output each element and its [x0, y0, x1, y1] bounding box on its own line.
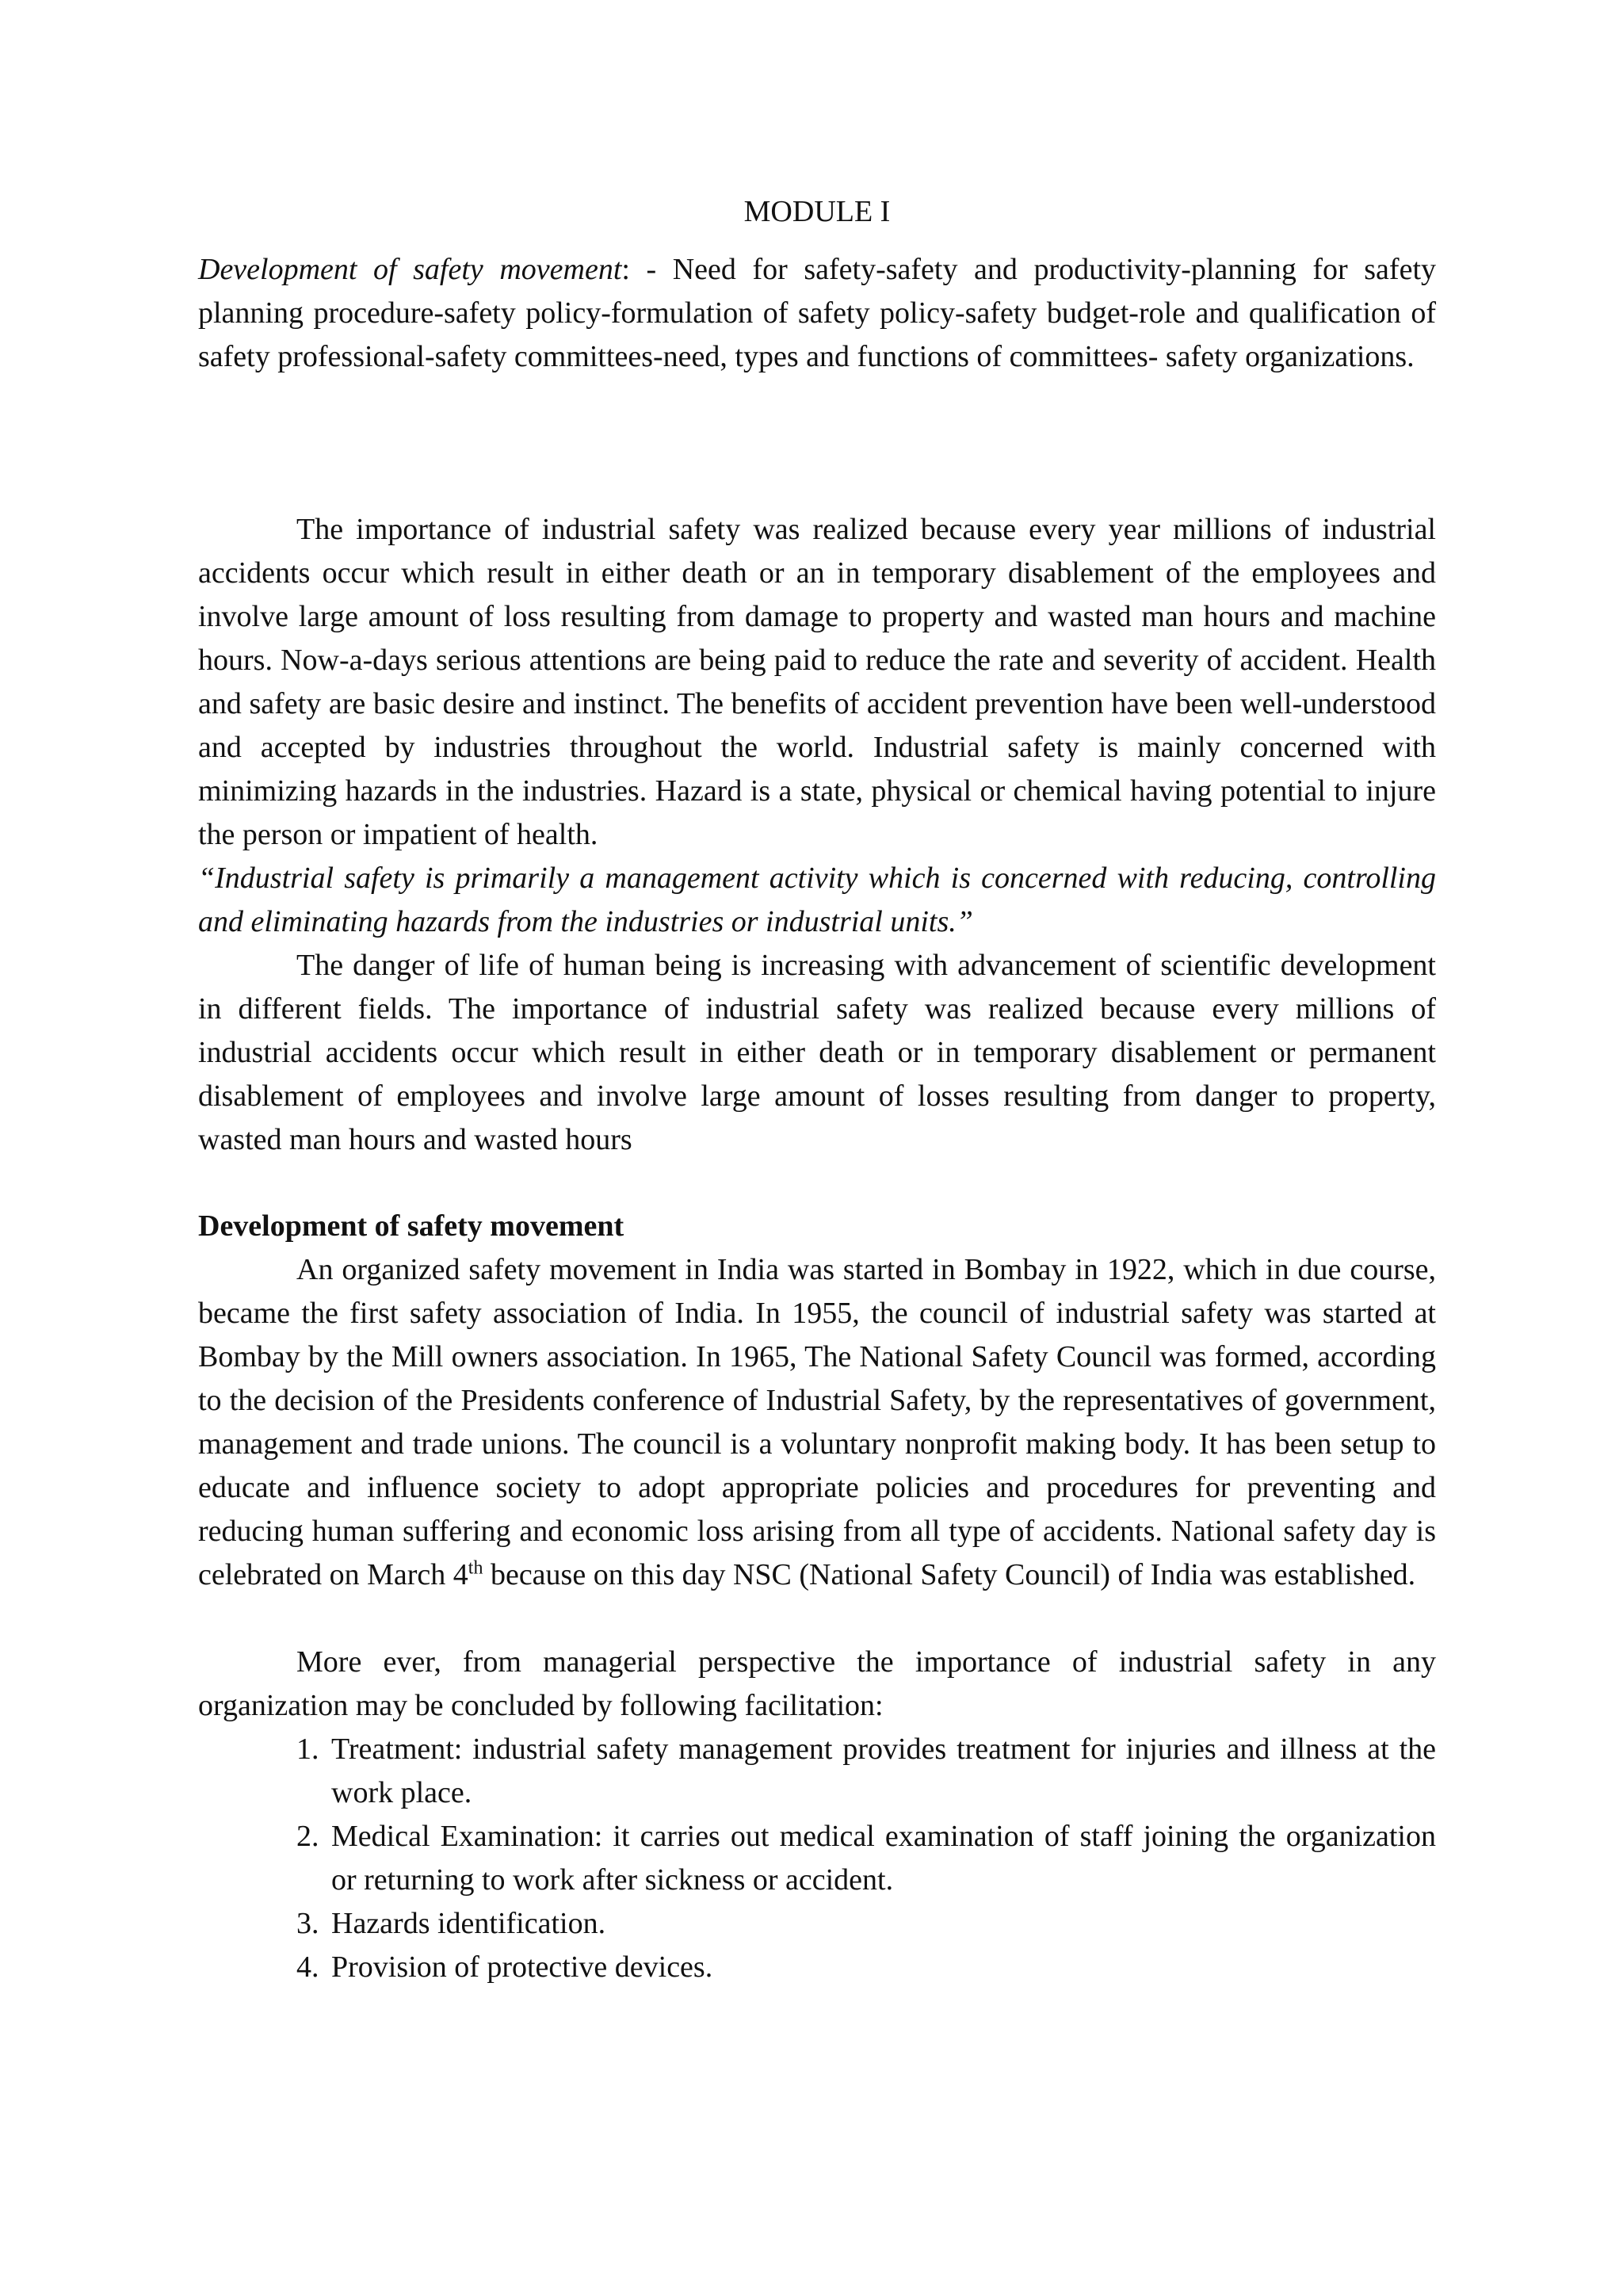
list-item — [296, 1815, 1436, 1902]
list-item — [296, 1946, 1436, 1989]
section-heading: Development of safety movement — [198, 1209, 624, 1243]
movement-superscript: th — [468, 1557, 483, 1579]
list-item-number: 2. — [296, 1820, 319, 1853]
list-item — [296, 1728, 1436, 1815]
definition-quote: “Industrial safety is primarily a management activity which is concerned with reducing, controlling and eliminating hazards from the industries or industrial units.” — [198, 861, 1436, 938]
movement-paragraph — [198, 1248, 1436, 1597]
list-item — [296, 1902, 1436, 1946]
movement-tail-text: because on this day NSC (National Safety Council) of India was established. — [483, 1558, 1416, 1591]
list-item-text: Hazards identification. — [331, 1907, 606, 1940]
list-item-text: Medical Examination: it carries out medical examination of staff joining the organization or returning to work after sickness or accident. — [331, 1820, 1436, 1897]
syllabus-lead: Development of safety movement — [198, 253, 622, 286]
syllabus-text: : - Need for safety-safety and productivity-planning for safety planning procedure-safety policy-formulation of safety policy-safety budget-role and qualification of safety professional-safety committees-need, types and functions of committees- safety organizations. — [198, 253, 1436, 373]
list-item-number: 1. — [296, 1733, 319, 1766]
managerial-paragraph: More ever, from managerial perspective the importance of industrial safety in any organization may be concluded by following facilitation: — [198, 1645, 1436, 1722]
list-item-number: 3. — [296, 1907, 319, 1940]
facilitation-list — [198, 1728, 1436, 1989]
list-item-text: Treatment: industrial safety management provides treatment for injuries and illness at the work place. — [331, 1733, 1436, 1809]
list-item-number: 4. — [296, 1950, 319, 1984]
movement-main-text: An organized safety movement in India was started in Bombay in 1922, which in due course, became the first safety association of India. In 1955, the council of industrial safety was started at Bombay by the Mill owners association. In 1965, The National Safety Council was formed, according to the decision of the Presidents conference of Industrial Safety, by the representatives of government, management and trade unions. The council is a voluntary nonprofit making body. It has been setup to educate and influence society to adopt appropriate policies and procedures for preventing and reducing human suffering and economic loss arising from all type of accidents. National safety day is celebrated on March 4 — [198, 1253, 1436, 1591]
syllabus-paragraph — [198, 248, 1436, 379]
paragraph-gap — [198, 1597, 1436, 1641]
danger-paragraph: The danger of life of human being is increasing with advancement of scientific development in different fields. The importance of industrial safety was realized because every millions of industrial accidents occur which result in either death or in temporary disablement or permanent disablement of employees and involve large amount of losses resulting from danger to property, wasted man hours and wasted hours — [198, 949, 1436, 1156]
module-title: MODULE I — [743, 195, 891, 228]
list-item-text: Provision of protective devices. — [331, 1950, 713, 1984]
intro-paragraph: The importance of industrial safety was realized because every year millions of industrial accidents occur which result in either death or an in temporary disablement of the employees and involve large amount of loss resulting from damage to property and wasted man hours and machine hours. Now-a-days serious attentions are being paid to reduce the rate and severity of accident. Health and safety are basic desire and instinct. The benefits of accident prevention have been well-understood and accepted by industries throughout the world. Industrial safety is mainly concerned with minimizing hazards in the industries. Hazard is a state, physical or chemical having potential to injure the person or impatient of health. — [198, 513, 1436, 851]
document-page — [198, 190, 1436, 1989]
